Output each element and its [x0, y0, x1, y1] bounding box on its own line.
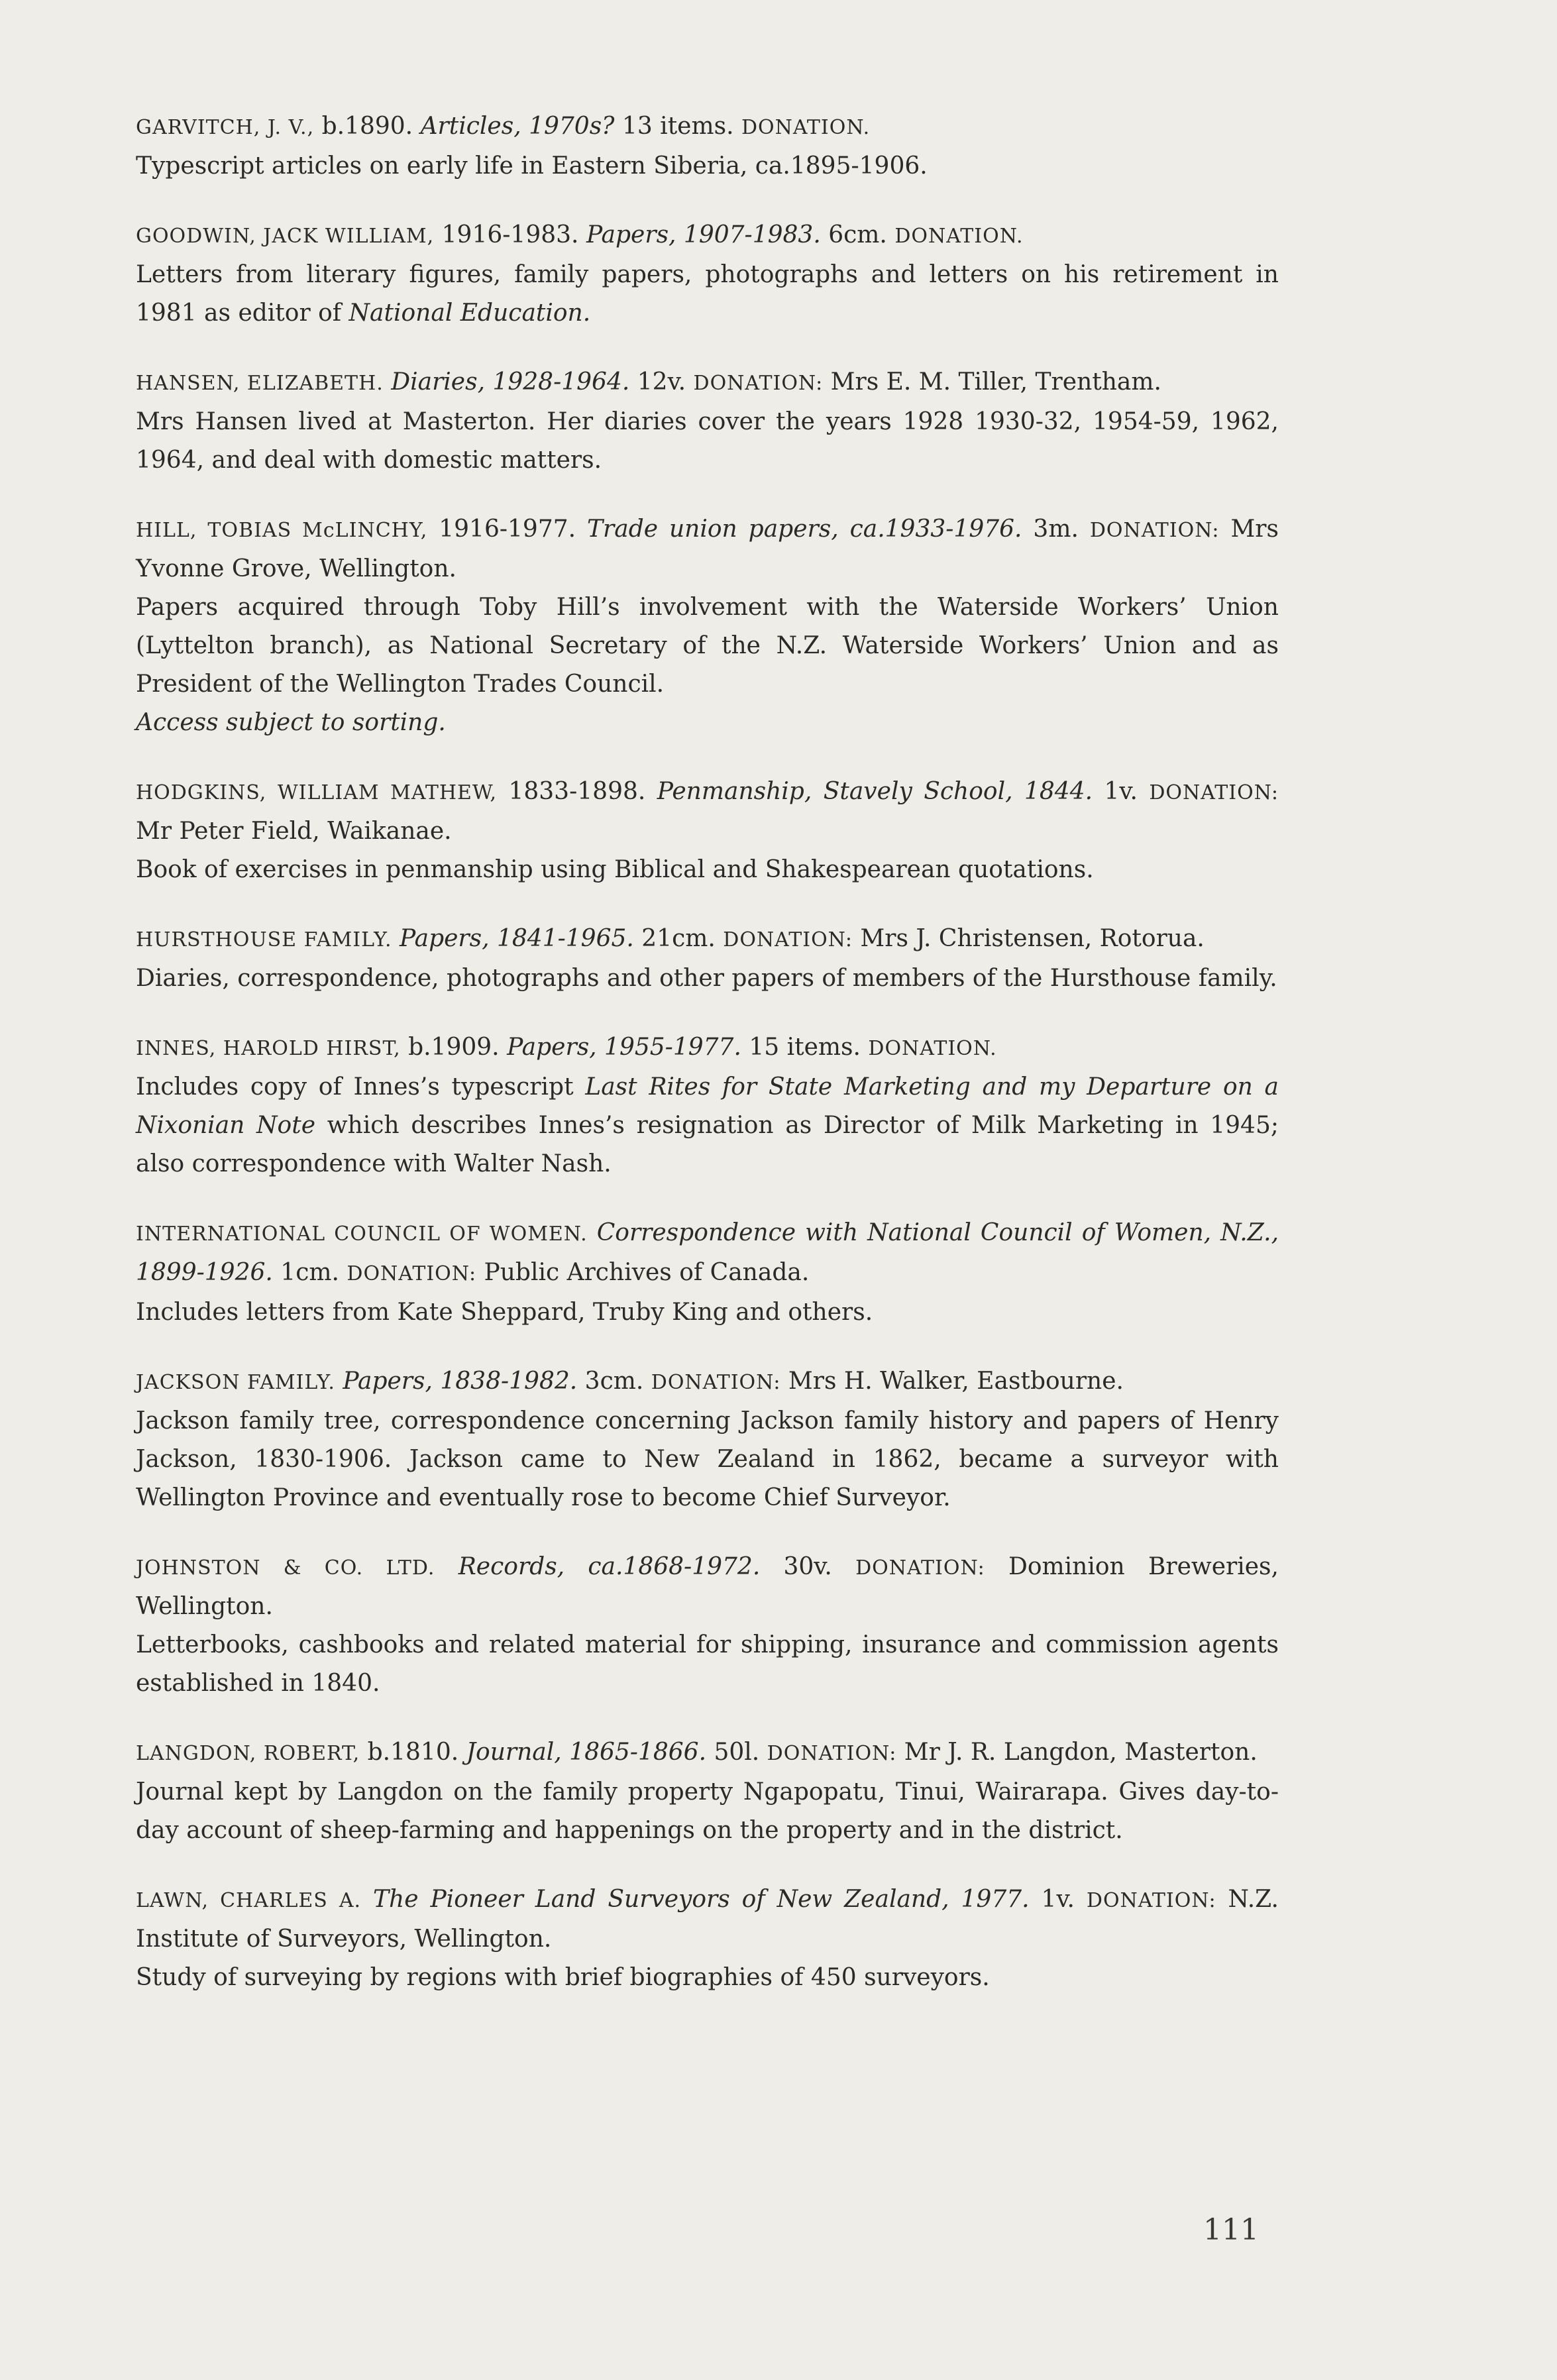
entry-heading	[136, 1028, 1279, 1068]
entry-extent: 1cm.	[272, 1259, 347, 1286]
entry-extent: 3cm.	[577, 1368, 651, 1395]
entry-description	[136, 256, 1279, 333]
entry-description: Jackson family tree, correspondence concerning Jackson family history and papers of Henry Jackson, 1830-1906. Jackson came to New Zealand in 1862, became a surveyor with Wellington Province and eventually rose to become Chief Surveyor.	[136, 1407, 1279, 1511]
donation-label: DONATION:	[651, 1371, 781, 1394]
entry-title: The Pioneer Land Surveyors of New Zealand, 1977.	[373, 1886, 1030, 1913]
entry-dates	[384, 368, 391, 396]
entry-title: Articles, 1970s?	[420, 113, 615, 140]
entry-title: Journal, 1865-1866.	[466, 1739, 707, 1766]
entry-heading	[136, 107, 1279, 147]
entry-name: INNES, HAROLD HIRST,	[136, 1037, 401, 1060]
entry-heading	[136, 920, 1279, 959]
entry-extent: 12v.	[629, 368, 694, 396]
entry-garvitch	[136, 107, 1279, 186]
entry-title: Trade union papers, ca.1933-1976.	[587, 515, 1022, 543]
entry-title: Papers, 1955-1977.	[507, 1034, 741, 1061]
entry-international-council	[136, 1214, 1279, 1332]
entry-name: GARVITCH, J. V.,	[136, 116, 315, 139]
entry-description: Letterbooks, cashbooks and related material for shipping, insurance and commission agents established in 1840.	[136, 1631, 1279, 1697]
entry-donor: N.Z. Institute of Surveyors, Wellington.	[136, 1886, 1279, 1953]
entry-extent: 13 items.	[614, 113, 741, 140]
entry-hill	[136, 510, 1279, 742]
entry-dates: 1916-1983.	[434, 221, 586, 248]
donation-label: DONATION.	[868, 1037, 997, 1060]
entry-description: Papers acquired through Toby Hill’s involvement with the Waterside Workers’ Union (Lyttelton branch), as National Secretary of the N.Z. Waterside Workers’ Union and as President of the Wellington Trades Council.	[136, 594, 1279, 698]
entry-description	[136, 1068, 1279, 1183]
entry-name: JOHNSTON & CO. LTD.	[136, 1556, 435, 1580]
entry-title: Correspondence with National Council of Women, N.Z., 1899-1926.	[136, 1219, 1279, 1286]
donation-label: DONATION.	[894, 225, 1024, 248]
entry-goodwin	[136, 216, 1279, 333]
description-text: Includes copy of Innes’s typescript	[136, 1073, 586, 1101]
entry-hodgkins	[136, 773, 1279, 889]
entry-jackson	[136, 1362, 1279, 1517]
entry-extent: 15 items.	[741, 1034, 869, 1061]
entry-heading	[136, 1362, 1279, 1402]
entry-donor: Mrs E. M. Tiller, Trentham.	[823, 368, 1161, 396]
donation-label: DONATION:	[1089, 519, 1220, 542]
entry-donor: Mr Peter Field, Waikanae.	[136, 818, 452, 845]
entry-donor: Dominion Breweries, Wellington.	[136, 1553, 1279, 1620]
entry-donor: Mrs H. Walker, Eastbourne.	[780, 1368, 1124, 1395]
entry-description: Study of surveying by regions with brief biographies of 450 surveyors.	[136, 1964, 990, 1991]
entry-langdon	[136, 1733, 1279, 1850]
entry-heading	[136, 510, 1279, 588]
entry-hansen	[136, 363, 1279, 480]
entry-description: Book of exercises in penmanship using Biblical and Shakespearean quotations.	[136, 856, 1094, 883]
entry-dates	[392, 925, 400, 952]
entry-name: HANSEN, ELIZABETH.	[136, 372, 384, 395]
donation-label: DONATION:	[767, 1742, 897, 1765]
description-text: which describes Innes’s resignation as Director of Milk Marketing in 1945; also correspondence with Walter Nash.	[136, 1112, 1279, 1177]
entry-note: Access subject to sorting.	[136, 709, 446, 736]
entry-heading	[136, 216, 1279, 256]
donation-label: DONATION.	[741, 116, 871, 139]
entry-hursthouse	[136, 920, 1279, 998]
entry-donor: Public Archives of Canada.	[476, 1259, 810, 1286]
entry-dates	[435, 1553, 458, 1580]
catalogue-entries	[136, 107, 1279, 2028]
entry-donor: Mrs Yvonne Grove, Wellington.	[136, 515, 1279, 582]
entry-dates: b.1890.	[314, 113, 421, 140]
entry-dates: 1916-1977.	[427, 515, 588, 543]
entry-extent: 3m.	[1022, 515, 1090, 543]
entry-johnston	[136, 1548, 1279, 1703]
entry-extent: 6cm.	[820, 221, 895, 248]
entry-heading	[136, 1733, 1279, 1773]
donation-label: DONATION:	[693, 372, 824, 395]
entry-extent: 30v.	[760, 1553, 856, 1580]
entry-name: HODGKINS, WILLIAM MATHEW,	[136, 781, 498, 804]
description-text: Letters from literary figures, family papers, photographs and letters on his retirement in 1981 as editor of	[136, 261, 1279, 327]
entry-name: HILL, TOBIAS McLINCHY,	[136, 519, 428, 542]
entry-dates: b.1810.	[360, 1739, 466, 1766]
entry-name: LANGDON, ROBERT,	[136, 1742, 360, 1765]
entry-name: GOODWIN, JACK WILLIAM,	[136, 225, 435, 248]
entry-description: Includes letters from Kate Sheppard, Truby King and others.	[136, 1299, 873, 1326]
donation-label: DONATION:	[855, 1556, 985, 1580]
description-italic: National Education.	[349, 299, 591, 327]
entry-heading	[136, 1880, 1279, 1959]
entry-name: JACKSON FAMILY.	[136, 1371, 335, 1394]
entry-extent: 21cm.	[633, 925, 724, 952]
entry-name: HURSTHOUSE FAMILY.	[136, 928, 392, 951]
entry-extent: 1v.	[1029, 1886, 1087, 1913]
description-italic: Last Rites for State Marketing and my Departure on a Nixonian Note	[136, 1073, 1279, 1139]
entry-title: Penmanship, Stavely School, 1844.	[657, 778, 1093, 805]
entry-extent: 1v.	[1093, 778, 1150, 805]
entry-name: LAWN, CHARLES A.	[136, 1889, 362, 1912]
entry-heading	[136, 1548, 1279, 1626]
entry-donor: Mrs J. Christensen, Rotorua.	[852, 925, 1205, 952]
entry-description: Mrs Hansen lived at Masterton. Her diaries cover the years 1928 1930-32, 1954-59, 1962, 1964, and deal with domestic matters.	[136, 408, 1279, 474]
donation-label: DONATION:	[347, 1262, 477, 1285]
page-number: 111	[1203, 2213, 1259, 2247]
entry-heading	[136, 363, 1279, 403]
entry-dates: 1833-1898.	[497, 778, 657, 805]
donation-label: DONATION:	[723, 928, 853, 951]
entry-title: Records, ca.1868-1972.	[458, 1553, 761, 1580]
entry-description: Diaries, correspondence, photographs and other papers of members of the Hursthouse family.	[136, 965, 1277, 992]
entry-description: Typescript articles on early life in Eastern Siberia, ca.1895-1906.	[136, 152, 928, 180]
entry-dates	[588, 1219, 597, 1246]
donation-label: DONATION:	[1149, 781, 1279, 804]
entry-lawn	[136, 1880, 1279, 1997]
entry-heading	[136, 773, 1279, 851]
entry-description: Journal kept by Langdon on the family property Ngapopatu, Tinui, Wairarapa. Gives day-to-day account of sheep-farming and happenings on the property and in the district.	[136, 1778, 1279, 1844]
entry-title: Diaries, 1928-1964.	[391, 368, 630, 396]
entry-extent: 50l.	[706, 1739, 767, 1766]
entry-dates	[335, 1368, 343, 1395]
entry-title: Papers, 1838-1982.	[343, 1368, 578, 1395]
entry-name: INTERNATIONAL COUNCIL OF WOMEN.	[136, 1222, 588, 1246]
donation-label: DONATION:	[1086, 1889, 1216, 1912]
entry-dates: b.1909.	[400, 1034, 508, 1061]
entry-title: Papers, 1841-1965.	[400, 925, 634, 952]
entry-dates	[361, 1886, 373, 1913]
entry-donor: Mr J. R. Langdon, Masterton.	[896, 1739, 1258, 1766]
entry-title: Papers, 1907-1983.	[586, 221, 821, 248]
entry-innes	[136, 1028, 1279, 1183]
entry-heading	[136, 1214, 1279, 1293]
